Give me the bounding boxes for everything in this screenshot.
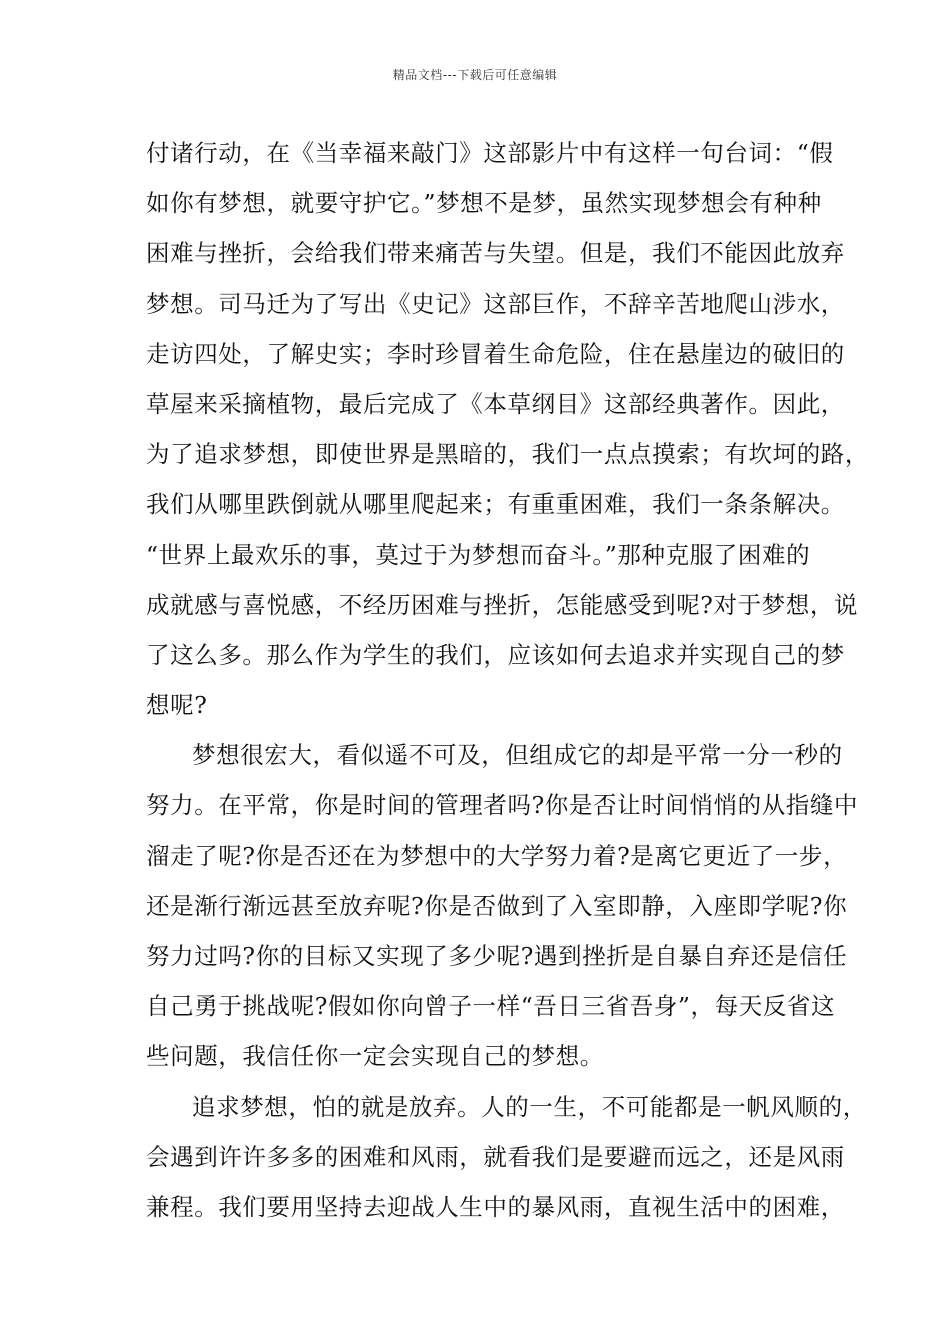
document-body (146, 128, 869, 1232)
text-line: 我们从哪里跌倒就从哪里爬起来；有重重困难，我们一条条解决。 (146, 490, 845, 519)
text-line: 走访四处，了解史实；李时珍冒着生命危险，住在悬崖边的破旧的 (146, 339, 845, 368)
text-line: 想呢? (146, 691, 208, 720)
text-line: 困难与挫折，会给我们带来痛苦与失望。但是，我们不能因此放弃 (146, 239, 845, 268)
text-line: 梦想。司马迁为了写出《史记》这部巨作，不辞辛苦地爬山涉水， (146, 289, 845, 318)
text-line: 兼程。我们要用坚持去迎战人生中的暴风雨，直视生活中的困难， (146, 1192, 845, 1221)
paragraph-start-line: 追求梦想，怕的就是放弃。人的一生，不可能都是一帆风顺的， (192, 1092, 867, 1121)
text-line: 如你有梦想，就要守护它。”梦想不是梦，虽然实现梦想会有种种 (146, 189, 822, 218)
text-line: 努力。在平常，你是时间的管理者吗?你是否让时间悄悄的从指缝中 (146, 791, 859, 820)
text-line: 还是渐行渐远甚至放弃呢?你是否做到了入室即静，入座即学呢?你 (146, 891, 848, 920)
text-line: 付诸行动，在《当幸福来敲门》这部影片中有这样一句台词：“假 (146, 139, 834, 167)
text-line: 自己勇于挑战呢?假如你向曾子一样“吾日三省吾身”，每天反省这 (146, 992, 836, 1021)
paragraph-start-line: 梦想很宏大，看似遥不可及，但组成它的却是平常一分一秒的 (192, 741, 843, 770)
text-line: 草屋来采摘植物，最后完成了《本草纲目》这部经典著作。因此， (146, 389, 845, 418)
text-line: 努力过吗?你的目标又实现了多少呢?遇到挫折是自暴自弃还是信任 (146, 942, 848, 970)
text-line: “世界上最欢乐的事，莫过于为梦想而奋斗。”那种克服了困难的 (146, 540, 811, 569)
text-line: 为了追求梦想，即使世界是黑暗的，我们一点点摸索；有坎坷的路， (146, 440, 869, 469)
text-line: 成就感与喜悦感，不经历困难与挫折，怎能感受到呢?对于梦想，说 (146, 590, 859, 619)
text-line: 些问题，我信任你一定会实现自己的梦想。 (146, 1042, 604, 1071)
text-line: 溜走了呢?你是否还在为梦想中的大学努力着?是离它更近了一步， (146, 841, 848, 870)
text-line: 会遇到许许多多的困难和风雨，就看我们是要避而远之，还是风雨 (146, 1142, 845, 1171)
text-line: 了这么多。那么作为学生的我们，应该如何去追求并实现自己的梦 (146, 640, 845, 669)
page-header: 精品文档---下载后可任意编辑 (392, 68, 558, 82)
